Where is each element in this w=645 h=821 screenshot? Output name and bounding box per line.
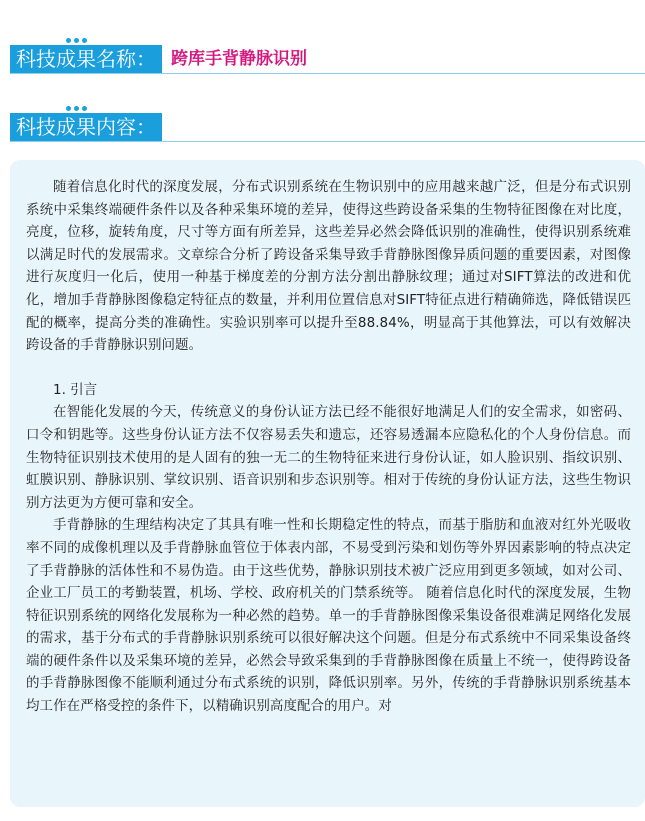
- decorative-dots-icon: [66, 38, 87, 43]
- header-divider: [10, 141, 645, 142]
- abstract-paragraph: 随着信息化时代的深度发展，分布式识别系统在生物识别中的应用越来越广泛，但是分布式识别系统中采集终端硬件条件以及各种采集环境的差异，使得这些跨设备采集的生物特征图像在对比度，亮度，位移，旋转角度，尺寸等方面有所差异，这些差异必然会降低识别的准确性，使得识别系统难以满足时代的发展需求。文章综合分析了跨设备采集导致手背静脉图像异质问题的重要因素，对图像进行灰度归一化后，使用一种基于梯度差的分割方法分割出静脉纹理；通过对SIFT算法的改进和优化，增加手背静脉图像稳定特征点的数量，并利用位置信息对SIFT特征点进行精确筛选，降低错误匹配的概率，提高分类的准确性。实验识别率可以提升至88.84%，明显高于其他算法，可以有效解决跨设备的手背静脉识别问题。: [26, 179, 631, 354]
- content-panel: [10, 160, 645, 807]
- achievement-name-header: [10, 38, 645, 78]
- intro-paragraph-2: 手背静脉的生理结构决定了其具有唯一性和长期稳定性的特点，而基于脂肪和血液对红外光吸收率不同的成像机理以及手背静脉血管位于体表内部，不易受到污染和划伤等外界因素影响的特点决定了手背静脉的活体性和不易伪造。由于这些优势，静脉识别技术被广泛应用到更多领域，如对公司、企业工厂员工的考勤装置，机场、学校、政府机关的门禁系统等。 随着信息化时代的深度发展，生物特征识别系统的网络化发展称为一种必然的趋势。单一的手背静脉图像采集设备很难满足网络化发展的需求，基于分布式的手背静脉识别系统可以很好解决这个问题。但是分布式系统中不同采集设备终端的硬件条件以及采集环境的差异，必然会导致采集到的手背静脉图像在质量上不统一，使得跨设备的手背静脉图像不能顺利通过分布式系统的识别，降低识别率。另外，传统的手背静脉识别系统基本均工作在严格受控的条件下，以精确识别高度配合的用户。对: [26, 517, 631, 715]
- achievement-name-value: 跨库手背静脉识别: [171, 49, 307, 69]
- achievement-content-header: [10, 106, 645, 146]
- header-divider: [10, 73, 645, 74]
- decorative-dots-icon: [66, 106, 87, 111]
- intro-heading: 1. 引言: [53, 381, 98, 398]
- intro-paragraph-1: 在智能化发展的今天，传统意义的身份认证方法已经不能很好地满足人们的安全需求，如密码、口令和钥匙等。这些身份认证方法不仅容易丢失和遗忘，还容易透漏本应隐私化的个人身份信息。而生物特征识别技术使用的是人固有的独一无二的生物特征来进行身份认证，如人脸识别、指纹识别、虹膜识别、静脉识别、掌纹识别、语音识别和步态识别等。相对于传统的身份认证方法，这些生物识别方法更为方便可靠和安全。: [26, 404, 631, 511]
- achievement-content-label: 科技成果内容：: [10, 113, 162, 141]
- achievement-name-label: 科技成果名称：: [10, 45, 162, 73]
